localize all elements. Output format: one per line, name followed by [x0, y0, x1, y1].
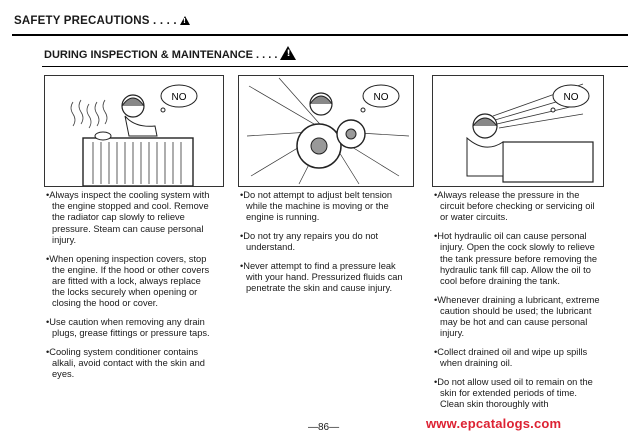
header-title: SAFETY PRECAUTIONS . . . .!: [14, 15, 190, 27]
list-item: •Never attempt to find a pressure leak with your hand. Pressurized fluids can penetrate the skin and cause injury.: [240, 261, 403, 294]
list-item: •Do not attempt to adjust belt tension while the machine is moving or the engine is running.: [240, 190, 393, 223]
page-number: —86—: [308, 422, 340, 433]
warning-icon: [180, 16, 190, 25]
section-divider: [42, 66, 628, 67]
list-item: •Hot hydraulic oil can cause personal injury. Open the cock slowly to relieve the tank pressure before removing the hydraulic tank fill cap. Allow the oil to cool before draining the tank.: [434, 231, 598, 286]
list-item: •Whenever draining a lubricant, extreme caution should be used; the lubricant may be hot and can cause personal injury.: [434, 294, 600, 339]
pressure-drawing: [433, 76, 603, 186]
list-item: •Do not allow used oil to remain on the skin for extended periods of time. Clean skin thoroughly with: [434, 376, 593, 410]
list-item: •When opening inspection covers, stop the engine. If the hood or other covers are fitted with a lock, always replace the locks securely when opening or closing the hood or cover.: [46, 253, 210, 309]
belt-drawing: [239, 76, 413, 186]
radiator-drawing: [45, 76, 223, 186]
illustration-pressure: [432, 75, 604, 187]
bubble-no: NO: [171, 92, 187, 103]
section-title: DURING INSPECTION & MAINTENANCE . . . .!: [44, 46, 296, 61]
column-middle: [240, 190, 404, 302]
list-item: •Use caution when removing any drain plugs, grease fittings or pressure taps.: [46, 317, 210, 339]
list-item: •Always inspect the cooling system with the engine stopped and cool. Remove the radiator cap slowly to relieve pressure. Steam can cause personal injury.: [46, 190, 210, 245]
list-item: •Cooling system conditioner contains alkali, avoid contact with the skin and eyes.: [46, 346, 205, 380]
list-item: •Collect drained oil and wipe up spills when draining oil.: [434, 346, 588, 369]
page-header: [12, 12, 628, 36]
bubble-no: NO: [563, 92, 579, 103]
list-item: •Do not try any repairs you do not understand.: [240, 231, 379, 253]
illustration-belt: [238, 75, 414, 187]
bubble-no: NO: [373, 92, 389, 103]
illustration-radiator: [44, 75, 224, 187]
column-left: [46, 190, 214, 388]
list-item: •Always release the pressure in the circuit before checking or servicing oil or water circuits.: [434, 190, 595, 223]
warning-icon: [280, 46, 296, 60]
column-right: [434, 190, 600, 418]
watermark: www.epcatalogs.com: [426, 416, 562, 431]
